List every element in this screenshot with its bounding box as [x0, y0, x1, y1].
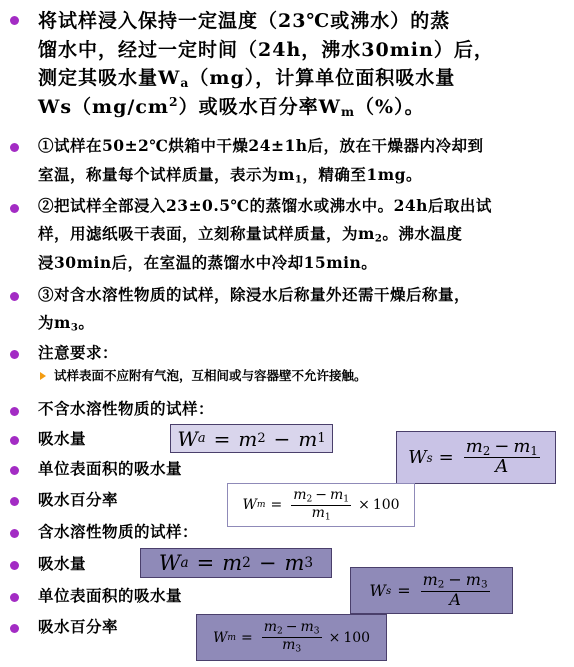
- bullet-icon: [10, 16, 19, 25]
- formula-b-water-absorption: W a = m 2 − m 3: [140, 548, 332, 578]
- step-1-line-1: ①试样在50±2℃烘箱中干燥24±1h后，放在干燥器内冷却到: [38, 136, 484, 155]
- formula-a-percentage: W m = $\frac{m_2 - m_1}{m_1}$ × 100: [227, 483, 415, 527]
- section-a-water-absorption: 吸水量: [38, 429, 87, 448]
- formula-a-water-absorption: W a = m 2 − m 1: [170, 424, 333, 453]
- step-2-line-2: 样，用滤纸吸干表面，立刻称量试样质量，为$m_2$。沸水温度: [38, 224, 463, 245]
- formula-a-per-area: W s = $\frac{m_2 - m_1}{A}$: [396, 431, 556, 484]
- bullet-icon: [10, 466, 19, 475]
- bullet-icon: [10, 407, 19, 416]
- section-a-title: 不含水溶性物质的试样：: [38, 399, 215, 418]
- section-a-percentage: 吸水百分率: [38, 490, 119, 509]
- notice-item: 试样表面不应附有气泡，互相间或与容器壁不允许接触。: [54, 368, 367, 383]
- step-3-line-2: 为$m_3$。: [38, 313, 95, 334]
- intro-line-3: 测定其吸水量$W_a(mg)$，计算单位面积吸水量: [38, 67, 456, 91]
- bullet-icon: [10, 204, 19, 213]
- step-2-line-1: ②把试样全部浸入23±0.5℃的蒸馏水或沸水中。24h后取出试: [38, 196, 492, 215]
- bullet-icon: [10, 593, 19, 602]
- section-b-title: 含水溶性物质的试样：: [38, 522, 199, 541]
- bullet-icon: [10, 561, 19, 570]
- bullet-icon: [10, 350, 19, 359]
- section-b-water-absorption: 吸水量: [38, 554, 87, 573]
- intro-line-2: 馏水中，经过一定时间（24h，沸水30min）后，: [38, 39, 494, 61]
- bullet-icon: [10, 497, 19, 506]
- formula-b-percentage: W m = $\frac{m_2 - m_3}{m_3}$ × 100: [196, 614, 387, 661]
- step-1-line-2: 室温，称量每个试样质量，表示为$m_1$，精确至1mg。: [38, 165, 422, 186]
- step-2-line-3: 浸30min后，在室温的蒸馏水中冷却15min。: [38, 253, 378, 272]
- section-a-per-area: 单位表面积的吸水量: [38, 459, 183, 478]
- intro-line-1: 将试样浸入保持一定温度（23℃或沸水）的蒸: [38, 10, 451, 32]
- bullet-icon: [10, 624, 19, 633]
- arrow-bullet-icon: [40, 372, 46, 380]
- intro-line-4: $Ws(mg/cm^2)$或吸水百分率$W_m(\%)$。: [38, 94, 425, 120]
- bullet-icon: [10, 529, 19, 538]
- section-b-per-area: 单位表面积的吸水量: [38, 586, 183, 605]
- bullet-icon: [10, 292, 19, 301]
- bullet-icon: [10, 143, 19, 152]
- section-b-percentage: 吸水百分率: [38, 617, 119, 636]
- step-3-line-1: ③对含水溶性物质的试样，除浸水后称量外还需干燥后称量，: [38, 285, 471, 304]
- notice-title: 注意要求：: [38, 343, 119, 362]
- formula-b-per-area: W s = $\frac{m_2 - m_3}{A}$: [350, 567, 513, 614]
- bullet-icon: [10, 436, 19, 445]
